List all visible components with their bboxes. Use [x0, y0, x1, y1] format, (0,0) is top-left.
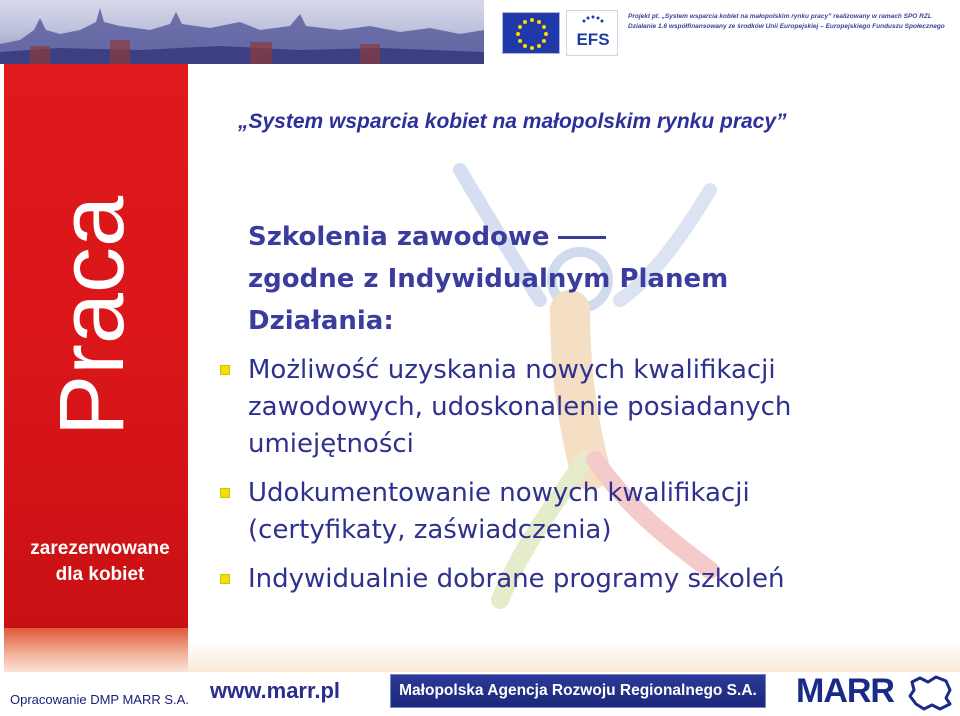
left-fade-strip: [4, 628, 188, 672]
agency-name-banner: Małopolska Agencja Rozwoju Regionalnego S.A.: [390, 674, 766, 708]
eu-stars-icon: [503, 13, 561, 55]
bullet-item: [220, 352, 940, 463]
heading-line1: [248, 216, 928, 258]
bullet-line: (certyfikaty, zaświadczenia): [248, 515, 612, 545]
heading-dash: [558, 236, 606, 239]
reserved-note: [8, 536, 192, 588]
bullet-item: [220, 475, 940, 549]
skyline-graphic: [0, 0, 484, 64]
heading-line2: zgodne z Indywidualnym Planem: [248, 264, 729, 294]
slide-heading: [248, 216, 928, 342]
bottom-fade-strip: [188, 640, 960, 672]
reserved-note-line1: zarezerwowane: [30, 538, 170, 559]
heading-line3: Działania:: [248, 306, 394, 336]
svg-text:EFS: EFS: [576, 30, 610, 49]
top-banner: [0, 0, 960, 64]
bullet-line: Udokumentowanie nowych kwalifikacji: [248, 478, 750, 508]
bullet-line: Indywidualnie dobrane programy szkoleń: [248, 564, 785, 594]
efs-logo: [566, 10, 618, 56]
slide-subtitle: „System wsparcia kobiet na małopolskim rynku pracy”: [238, 110, 787, 133]
malopolska-map-icon: [906, 674, 954, 712]
footer: [0, 672, 960, 716]
bullet-square-icon: [220, 365, 230, 375]
bullet-list: [220, 352, 940, 610]
heading-line1-text: Szkolenia zawodowe: [248, 222, 550, 252]
footer-credit: Opracowanie DMP MARR S.A.: [10, 692, 189, 707]
bullet-square-icon: [220, 574, 230, 584]
bullet-line: umiejętności: [248, 429, 414, 459]
project-note: Projekt pt. „System wsparcia kobiet na małopolskim rynku pracy” realizowany w ramach SPO RZL Działanie 1.6 współfinansowany ze środków Unii Europejskiej – Europejskiego Funduszu Społecznego: [628, 13, 945, 30]
bullet-line: Możliwość uzyskania nowych kwalifikacji: [248, 355, 776, 385]
marr-url-link[interactable]: www.marr.pl: [210, 678, 341, 703]
bullet-square-icon: [220, 488, 230, 498]
krakow-skyline-image: [0, 0, 484, 64]
marr-logo: MARR: [796, 672, 894, 710]
reserved-note-line2: dla kobiet: [55, 564, 145, 585]
praca-vertical-title: Praca: [41, 195, 143, 437]
bullet-line: zawodowych, udoskonalenie posiadanych: [248, 392, 792, 422]
bullet-item: [220, 561, 940, 598]
efs-stars-icon: [567, 11, 619, 57]
eu-flag-logo: [502, 12, 560, 54]
